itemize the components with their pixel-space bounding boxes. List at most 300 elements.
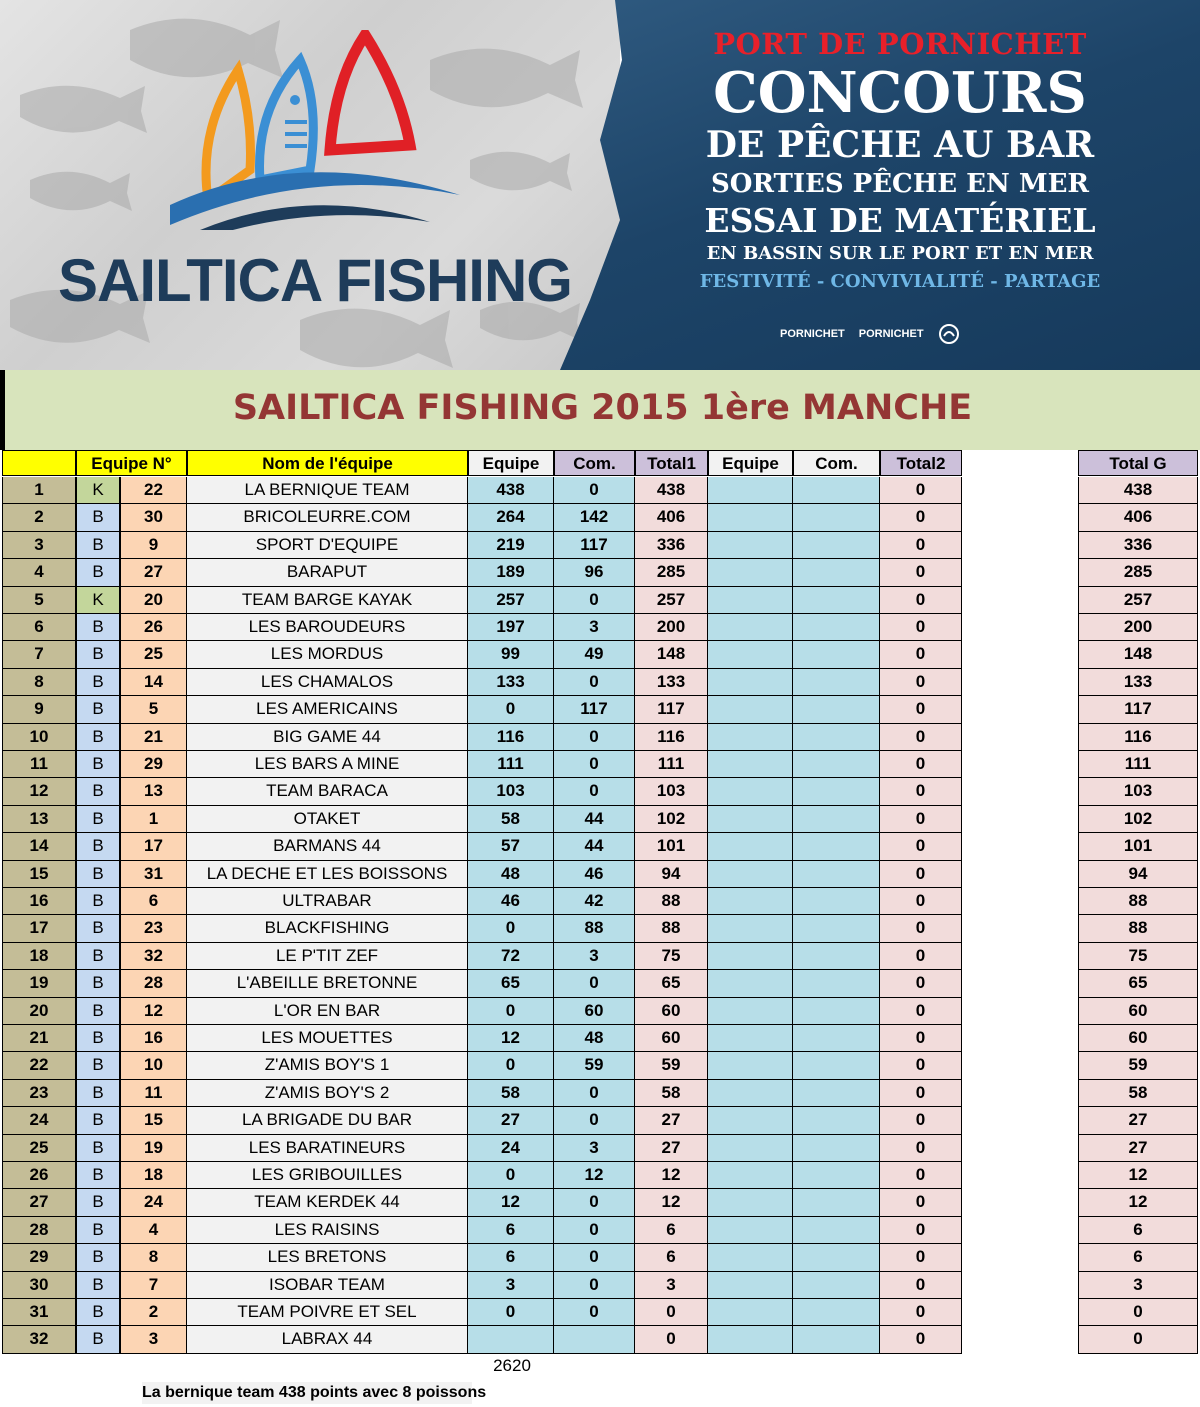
- com-1-cell: 96: [554, 559, 635, 586]
- rank-cell: 4: [2, 559, 76, 586]
- rank-cell: 20: [2, 998, 76, 1025]
- team-name-cell: L'OR EN BAR: [187, 998, 468, 1025]
- equipe-1-cell: 6: [468, 1244, 554, 1271]
- team-number-cell: 23: [121, 915, 187, 942]
- sailtica-logo-icon: [160, 30, 470, 230]
- total-2-cell: 0: [880, 1299, 962, 1326]
- total-1-cell: 6: [635, 1244, 708, 1271]
- total-g-cell: 12: [1078, 1189, 1198, 1216]
- total-2-cell: 0: [880, 614, 962, 641]
- team-number-cell: 27: [121, 559, 187, 586]
- team-number-cell: 11: [121, 1080, 187, 1107]
- rank-cell: 24: [2, 1107, 76, 1134]
- team-number-cell: 4: [121, 1217, 187, 1244]
- team-name-cell: BLACKFISHING: [187, 915, 468, 942]
- total-2-cell: 0: [880, 724, 962, 751]
- equipe-1-cell: 46: [468, 888, 554, 915]
- total-g-cell: 336: [1078, 532, 1198, 559]
- rank-cell: 23: [2, 1080, 76, 1107]
- equipe-1-cell: 58: [468, 806, 554, 833]
- category-cell: B: [76, 806, 121, 833]
- category-cell: B: [76, 1162, 121, 1189]
- com-1-cell: 0: [554, 1217, 635, 1244]
- com-1-cell: 142: [554, 504, 635, 531]
- team-number-cell: 15: [121, 1107, 187, 1134]
- com-1-cell: 3: [554, 614, 635, 641]
- rank-cell: 30: [2, 1272, 76, 1299]
- com-2-cell: [793, 1080, 880, 1107]
- total-2-cell: 0: [880, 833, 962, 860]
- team-name-cell: Z'AMIS BOY'S 2: [187, 1080, 468, 1107]
- promo-line-5: ESSAI DE MATÉRIEL: [704, 201, 1096, 240]
- team-number-cell: 3: [121, 1326, 187, 1353]
- total-g-cell: 103: [1078, 778, 1198, 805]
- category-cell: B: [76, 970, 121, 997]
- total-g-cell: 257: [1078, 587, 1198, 614]
- logo-text: SAILTICA FISHING: [58, 247, 572, 314]
- team-number-cell: 21: [121, 724, 187, 751]
- total-1-cell: 116: [635, 724, 708, 751]
- page-title: SAILTICA FISHING 2015 1ère MANCHE: [232, 388, 973, 428]
- category-cell: B: [76, 943, 121, 970]
- sponsor-logo: PORNICHET: [858, 328, 924, 340]
- com-2-cell: [793, 1326, 880, 1353]
- category-cell: B: [76, 888, 121, 915]
- total-2-cell: 0: [880, 641, 962, 668]
- total-1-cell: 257: [635, 587, 708, 614]
- category-cell: B: [76, 1107, 121, 1134]
- team-number-cell: 20: [121, 587, 187, 614]
- total-1-cell: 111: [635, 751, 708, 778]
- equipe-1-cell: 24: [468, 1135, 554, 1162]
- com-2-cell: [793, 1135, 880, 1162]
- com-2-cell: [793, 504, 880, 531]
- rank-cell: 29: [2, 1244, 76, 1271]
- equipe-2-cell: [708, 1272, 793, 1299]
- total-1-cell: 117: [635, 696, 708, 723]
- team-number-cell: 30: [121, 504, 187, 531]
- equipe-1-cell: 0: [468, 696, 554, 723]
- equipe-1-cell: 116: [468, 724, 554, 751]
- com-2-cell: [793, 861, 880, 888]
- total-2-cell: 0: [880, 559, 962, 586]
- com-1-cell: 3: [554, 943, 635, 970]
- total-2-cell: 0: [880, 751, 962, 778]
- com-1-cell: 49: [554, 641, 635, 668]
- equipe-1-cell: 65: [468, 970, 554, 997]
- com-2-cell: [793, 696, 880, 723]
- total-g-cell: 65: [1078, 970, 1198, 997]
- team-name-cell: TEAM BARACA: [187, 778, 468, 805]
- total-g-cell: 148: [1078, 641, 1198, 668]
- header-total-g: Total G: [1078, 450, 1198, 476]
- team-name-cell: LES AMERICAINS: [187, 696, 468, 723]
- category-cell: B: [76, 778, 121, 805]
- equipe-2-cell: [708, 1107, 793, 1134]
- total-1-cell: 6: [635, 1217, 708, 1244]
- total-g-cell: 111: [1078, 751, 1198, 778]
- total-2-cell: 0: [880, 943, 962, 970]
- team-number-cell: 6: [121, 888, 187, 915]
- category-cell: B: [76, 751, 121, 778]
- total-g-cell: 406: [1078, 504, 1198, 531]
- com-1-cell: 44: [554, 833, 635, 860]
- team-number-cell: 14: [121, 669, 187, 696]
- total-2-cell: 0: [880, 532, 962, 559]
- team-name-cell: L'ABEILLE BRETONNE: [187, 970, 468, 997]
- equipe-1-cell: 0: [468, 1052, 554, 1079]
- team-name-cell: BIG GAME 44: [187, 724, 468, 751]
- com-2-cell: [793, 998, 880, 1025]
- com-2-cell: [793, 587, 880, 614]
- team-number-cell: 26: [121, 614, 187, 641]
- team-number-cell: 1: [121, 806, 187, 833]
- com-2-cell: [793, 1244, 880, 1271]
- total-1-cell: 101: [635, 833, 708, 860]
- com-2-cell: [793, 477, 880, 504]
- rank-cell: 28: [2, 1217, 76, 1244]
- total-2-cell: 0: [880, 806, 962, 833]
- total-g-cell: 75: [1078, 943, 1198, 970]
- category-cell: B: [76, 998, 121, 1025]
- category-cell: B: [76, 915, 121, 942]
- team-name-cell: LES BARATINEURS: [187, 1135, 468, 1162]
- equipe-1-cell: 0: [468, 915, 554, 942]
- com-1-cell: 48: [554, 1025, 635, 1052]
- team-name-cell: LES MORDUS: [187, 641, 468, 668]
- equipe-2-cell: [708, 587, 793, 614]
- equipe-1-cell: 72: [468, 943, 554, 970]
- team-name-cell: LES CHAMALOS: [187, 669, 468, 696]
- total-1-cell: 59: [635, 1052, 708, 1079]
- total-1-cell: 58: [635, 1080, 708, 1107]
- com-2-cell: [793, 915, 880, 942]
- sponsor-emblem-icon: [938, 323, 968, 345]
- total-2-cell: 0: [880, 1189, 962, 1216]
- header-total-1: Total1: [635, 450, 708, 476]
- team-number-cell: 28: [121, 970, 187, 997]
- total-1-cell: 102: [635, 806, 708, 833]
- total-1-cell: 285: [635, 559, 708, 586]
- team-number-cell: 31: [121, 861, 187, 888]
- category-cell: B: [76, 696, 121, 723]
- equipe-2-cell: [708, 778, 793, 805]
- equipe-2-cell: [708, 806, 793, 833]
- promo-line-4: SORTIES PÊCHE EN MER: [710, 169, 1090, 199]
- sponsor-logo: PORNICHET: [780, 328, 845, 340]
- com-1-cell: 46: [554, 861, 635, 888]
- com-1-cell: 0: [554, 477, 635, 504]
- com-1-cell: 117: [554, 532, 635, 559]
- equipe-1-cell: 264: [468, 504, 554, 531]
- total-2-cell: 0: [880, 970, 962, 997]
- team-number-cell: 32: [121, 943, 187, 970]
- category-cell: B: [76, 504, 121, 531]
- total-1-cell: 3: [635, 1272, 708, 1299]
- team-number-cell: 9: [121, 532, 187, 559]
- rank-cell: 32: [2, 1326, 76, 1353]
- header-equipe-no: Equipe N°: [76, 450, 187, 476]
- team-name-cell: TEAM BARGE KAYAK: [187, 587, 468, 614]
- total-g-cell: 285: [1078, 559, 1198, 586]
- rank-cell: 16: [2, 888, 76, 915]
- com-1-cell: 0: [554, 724, 635, 751]
- total-g-cell: 12: [1078, 1162, 1198, 1189]
- promo-line-1: PORT DE PORNICHET: [713, 27, 1087, 61]
- header-team-name: Nom de l'équipe: [187, 450, 468, 476]
- total-2-cell: 0: [880, 998, 962, 1025]
- equipe-2-cell: [708, 559, 793, 586]
- team-number-cell: 7: [121, 1272, 187, 1299]
- equipe-2-cell: [708, 696, 793, 723]
- com-1-cell: 117: [554, 696, 635, 723]
- total-1-cell: 103: [635, 778, 708, 805]
- header-com-1: Com.: [554, 450, 635, 476]
- com-2-cell: [793, 614, 880, 641]
- total-g-cell: 438: [1078, 477, 1198, 504]
- rank-cell: 10: [2, 724, 76, 751]
- equipe-2-cell: [708, 833, 793, 860]
- team-name-cell: BRICOLEURRE.COM: [187, 504, 468, 531]
- banner-logo-panel: [0, 0, 620, 370]
- page-title-bar: [0, 370, 1200, 450]
- equipe-1-cell: 0: [468, 998, 554, 1025]
- rank-cell: 3: [2, 532, 76, 559]
- rank-cell: 1: [2, 477, 76, 504]
- rank-cell: 25: [2, 1135, 76, 1162]
- team-name-cell: ISOBAR TEAM: [187, 1272, 468, 1299]
- team-name-cell: TEAM KERDEK 44: [187, 1189, 468, 1216]
- equipe-2-cell: [708, 1217, 793, 1244]
- total-2-cell: 0: [880, 669, 962, 696]
- com-2-cell: [793, 1025, 880, 1052]
- category-cell: B: [76, 1025, 121, 1052]
- total-1-cell: 200: [635, 614, 708, 641]
- category-cell: B: [76, 669, 121, 696]
- team-number-cell: 8: [121, 1244, 187, 1271]
- category-cell: B: [76, 559, 121, 586]
- category-cell: B: [76, 833, 121, 860]
- total-1-cell: 0: [635, 1299, 708, 1326]
- category-cell: B: [76, 1299, 121, 1326]
- total-2-cell: 0: [880, 477, 962, 504]
- equipe-1-cell: 0: [468, 1299, 554, 1326]
- com-2-cell: [793, 1052, 880, 1079]
- equipe-2-cell: [708, 970, 793, 997]
- category-cell: B: [76, 1080, 121, 1107]
- total-1-cell: 60: [635, 1025, 708, 1052]
- category-cell: B: [76, 1272, 121, 1299]
- total-1-cell: 88: [635, 888, 708, 915]
- com-2-cell: [793, 833, 880, 860]
- total-g-cell: 59: [1078, 1052, 1198, 1079]
- equipe-2-cell: [708, 1135, 793, 1162]
- com-1-cell: 3: [554, 1135, 635, 1162]
- total-1-cell: 438: [635, 477, 708, 504]
- total-g-cell: 0: [1078, 1326, 1198, 1353]
- com-2-cell: [793, 806, 880, 833]
- total-1-cell: 148: [635, 641, 708, 668]
- category-cell: B: [76, 1135, 121, 1162]
- equipe-1-cell: 48: [468, 861, 554, 888]
- category-cell: B: [76, 1217, 121, 1244]
- rank-cell: 11: [2, 751, 76, 778]
- header-com-2: Com.: [793, 450, 880, 476]
- total-2-cell: 0: [880, 1162, 962, 1189]
- com-1-cell: 88: [554, 915, 635, 942]
- com-2-cell: [793, 1107, 880, 1134]
- com-1-cell: 0: [554, 1244, 635, 1271]
- team-name-cell: LE P'TIT ZEF: [187, 943, 468, 970]
- equipe-1-cell: 3: [468, 1272, 554, 1299]
- rank-cell: 19: [2, 970, 76, 997]
- com-1-cell: 0: [554, 1272, 635, 1299]
- total-1-cell: 12: [635, 1162, 708, 1189]
- total-2-cell: 0: [880, 1217, 962, 1244]
- equipe-1-cell: 58: [468, 1080, 554, 1107]
- sponsor-logos: [780, 322, 1030, 346]
- category-cell: B: [76, 1326, 121, 1353]
- com-1-cell: 0: [554, 1080, 635, 1107]
- total-1-cell: 133: [635, 669, 708, 696]
- total-g-cell: 94: [1078, 861, 1198, 888]
- equipe-2-cell: [708, 477, 793, 504]
- com-2-cell: [793, 888, 880, 915]
- team-name-cell: LES GRIBOUILLES: [187, 1162, 468, 1189]
- com-1-cell: 0: [554, 669, 635, 696]
- total-g-cell: 27: [1078, 1107, 1198, 1134]
- equipe-2-cell: [708, 614, 793, 641]
- rank-cell: 5: [2, 587, 76, 614]
- equipe-1-cell: 438: [468, 477, 554, 504]
- equipe-column-sum: 2620: [493, 1356, 531, 1375]
- com-2-cell: [793, 559, 880, 586]
- footer-note: La bernique team 438 points avec 8 poissons: [142, 1382, 472, 1404]
- com-2-cell: [793, 751, 880, 778]
- equipe-2-cell: [708, 724, 793, 751]
- total-1-cell: 12: [635, 1189, 708, 1216]
- total-g-cell: 60: [1078, 1025, 1198, 1052]
- total-g-cell: 88: [1078, 888, 1198, 915]
- total-1-cell: 94: [635, 861, 708, 888]
- total-1-cell: 406: [635, 504, 708, 531]
- team-name-cell: LA DECHE ET LES BOISSONS: [187, 861, 468, 888]
- total-2-cell: 0: [880, 778, 962, 805]
- team-name-cell: TEAM POIVRE ET SEL: [187, 1299, 468, 1326]
- total-2-cell: 0: [880, 587, 962, 614]
- com-1-cell: 42: [554, 888, 635, 915]
- category-cell: B: [76, 861, 121, 888]
- total-g-cell: 27: [1078, 1135, 1198, 1162]
- total-1-cell: 60: [635, 998, 708, 1025]
- com-2-cell: [793, 970, 880, 997]
- equipe-2-cell: [708, 1244, 793, 1271]
- com-1-cell: 59: [554, 1052, 635, 1079]
- equipe-2-cell: [708, 1052, 793, 1079]
- total-g-cell: 88: [1078, 915, 1198, 942]
- category-cell: B: [76, 1244, 121, 1271]
- com-1-cell: 0: [554, 778, 635, 805]
- com-2-cell: [793, 1299, 880, 1326]
- equipe-1-cell: 6: [468, 1217, 554, 1244]
- total-g-cell: 3: [1078, 1272, 1198, 1299]
- rank-cell: 18: [2, 943, 76, 970]
- team-name-cell: BARMANS 44: [187, 833, 468, 860]
- category-cell: B: [76, 641, 121, 668]
- com-1-cell: 0: [554, 970, 635, 997]
- total-g-cell: 133: [1078, 669, 1198, 696]
- equipe-1-cell: 12: [468, 1189, 554, 1216]
- rank-cell: 15: [2, 861, 76, 888]
- total-2-cell: 0: [880, 1052, 962, 1079]
- team-number-cell: 16: [121, 1025, 187, 1052]
- com-2-cell: [793, 1272, 880, 1299]
- equipe-2-cell: [708, 504, 793, 531]
- equipe-1-cell: 57: [468, 833, 554, 860]
- team-name-cell: LA BRIGADE DU BAR: [187, 1107, 468, 1134]
- equipe-1-cell: 99: [468, 641, 554, 668]
- promo-line-3: DE PÊCHE AU BAR: [705, 124, 1095, 166]
- equipe-1-cell: 12: [468, 1025, 554, 1052]
- equipe-1-cell: 27: [468, 1107, 554, 1134]
- total-g-cell: 116: [1078, 724, 1198, 751]
- total-2-cell: 0: [880, 1080, 962, 1107]
- team-number-cell: 22: [121, 477, 187, 504]
- team-number-cell: 18: [121, 1162, 187, 1189]
- team-number-cell: 5: [121, 696, 187, 723]
- com-2-cell: [793, 669, 880, 696]
- total-g-cell: 6: [1078, 1244, 1198, 1271]
- com-1-cell: 12: [554, 1162, 635, 1189]
- rank-cell: 14: [2, 833, 76, 860]
- total-2-cell: 0: [880, 861, 962, 888]
- rank-cell: 7: [2, 641, 76, 668]
- promo-text-block: [640, 26, 1160, 296]
- team-name-cell: SPORT D'EQUIPE: [187, 532, 468, 559]
- total-g-cell: 101: [1078, 833, 1198, 860]
- total-g-cell: 117: [1078, 696, 1198, 723]
- total-g-cell: 60: [1078, 998, 1198, 1025]
- total-1-cell: 27: [635, 1135, 708, 1162]
- total-2-cell: 0: [880, 1244, 962, 1271]
- category-cell: B: [76, 1189, 121, 1216]
- total-1-cell: 65: [635, 970, 708, 997]
- com-1-cell: 0: [554, 1189, 635, 1216]
- com-2-cell: [793, 724, 880, 751]
- rank-cell: 12: [2, 778, 76, 805]
- equipe-1-cell: [468, 1326, 554, 1353]
- com-2-cell: [793, 1162, 880, 1189]
- category-cell: B: [76, 1052, 121, 1079]
- header-rank: [2, 450, 76, 476]
- team-name-cell: LES RAISINS: [187, 1217, 468, 1244]
- com-2-cell: [793, 778, 880, 805]
- equipe-2-cell: [708, 641, 793, 668]
- com-2-cell: [793, 532, 880, 559]
- equipe-2-cell: [708, 751, 793, 778]
- team-name-cell: LA BERNIQUE TEAM: [187, 477, 468, 504]
- total-1-cell: 27: [635, 1107, 708, 1134]
- team-name-cell: OTAKET: [187, 806, 468, 833]
- team-name-cell: Z'AMIS BOY'S 1: [187, 1052, 468, 1079]
- total-2-cell: 0: [880, 1272, 962, 1299]
- total-1-cell: 336: [635, 532, 708, 559]
- team-name-cell: BARAPUT: [187, 559, 468, 586]
- total-2-cell: 0: [880, 696, 962, 723]
- equipe-2-cell: [708, 998, 793, 1025]
- equipe-2-cell: [708, 888, 793, 915]
- equipe-1-cell: 257: [468, 587, 554, 614]
